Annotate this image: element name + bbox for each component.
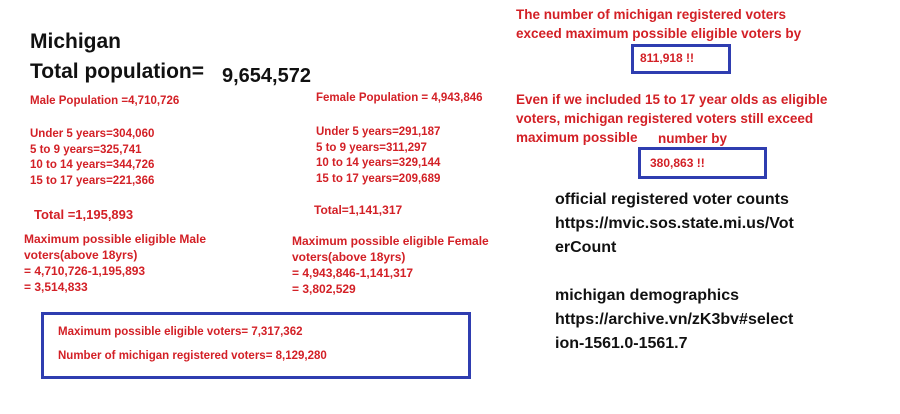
claim1-text (516, 5, 801, 43)
male-max-eligible (24, 231, 206, 295)
male-total: Total =1,195,893 (34, 207, 134, 222)
official-source-url-1: https://mvic.sos.state.mi.us/Vot (555, 215, 794, 232)
claim2-line3b: number by (658, 131, 728, 146)
male-calc: = 4,710,726-1,195,893 (24, 264, 146, 278)
list-item: Under 5 years=291,187 (316, 126, 441, 138)
claim2-line3a: maximum possible (516, 130, 638, 145)
female-population: Female Population = 4,943,846 (316, 92, 483, 104)
male-population: Male Population =4,710,726 (30, 95, 180, 107)
female-total: Total=1,141,317 (314, 203, 403, 217)
male-result: = 3,514,833 (24, 280, 88, 294)
female-max-subtitle: voters(above 18yrs) (292, 250, 406, 264)
official-source-url-2: erCount (555, 239, 617, 256)
demographics-source-url-1: https://archive.vn/zK3bv#select (555, 311, 794, 328)
female-max-title: Maximum possible eligible Female (292, 234, 489, 248)
claim1-line1: The number of michigan registered voters (516, 7, 787, 22)
list-item: Under 5 years=304,060 (30, 128, 155, 140)
list-item: 10 to 14 years=329,144 (316, 157, 441, 169)
total-population-label: Total population= (30, 60, 205, 83)
female-max-eligible (292, 233, 489, 297)
claim2-value: 380,863 !! (650, 156, 705, 170)
demographics-source-title: michigan demographics (555, 287, 740, 304)
male-age-list (30, 127, 154, 189)
page-title: Michigan (30, 30, 122, 53)
claim1-line2: exceed maximum possible eligible voters by (516, 26, 802, 41)
list-item: 5 to 9 years=311,297 (316, 141, 427, 154)
sources-block (555, 188, 794, 356)
claim1-value: 811,918 !! (640, 51, 695, 65)
claim2-line2: voters, michigan registered voters still exceed (516, 111, 814, 126)
male-max-subtitle: voters(above 18yrs) (24, 248, 138, 262)
list-item: 10 to 14 years=344,726 (30, 159, 155, 171)
female-calc: = 4,943,846-1,141,317 (292, 266, 414, 280)
female-result: = 3,802,529 (292, 282, 356, 296)
summary-box (41, 312, 471, 379)
list-item: 15 to 17 years=209,689 (316, 172, 441, 185)
summary-registered: Number of michigan registered voters= 8,129,280 (58, 350, 327, 362)
list-item: 5 to 9 years=325,741 (30, 143, 142, 156)
summary-eligible: Maximum possible eligible voters= 7,317,362 (58, 326, 303, 338)
male-max-title: Maximum possible eligible Male (24, 232, 207, 246)
list-item: 15 to 17 years=221,366 (30, 174, 155, 187)
demographics-source-url-2: ion-1561.0-1561.7 (555, 335, 688, 352)
female-age-list (316, 125, 440, 187)
total-population-value: 9,654,572 (222, 65, 311, 87)
claim2-line1: Even if we included 15 to 17 year olds as eligible (516, 92, 828, 107)
official-source-title: official registered voter counts (555, 191, 789, 208)
